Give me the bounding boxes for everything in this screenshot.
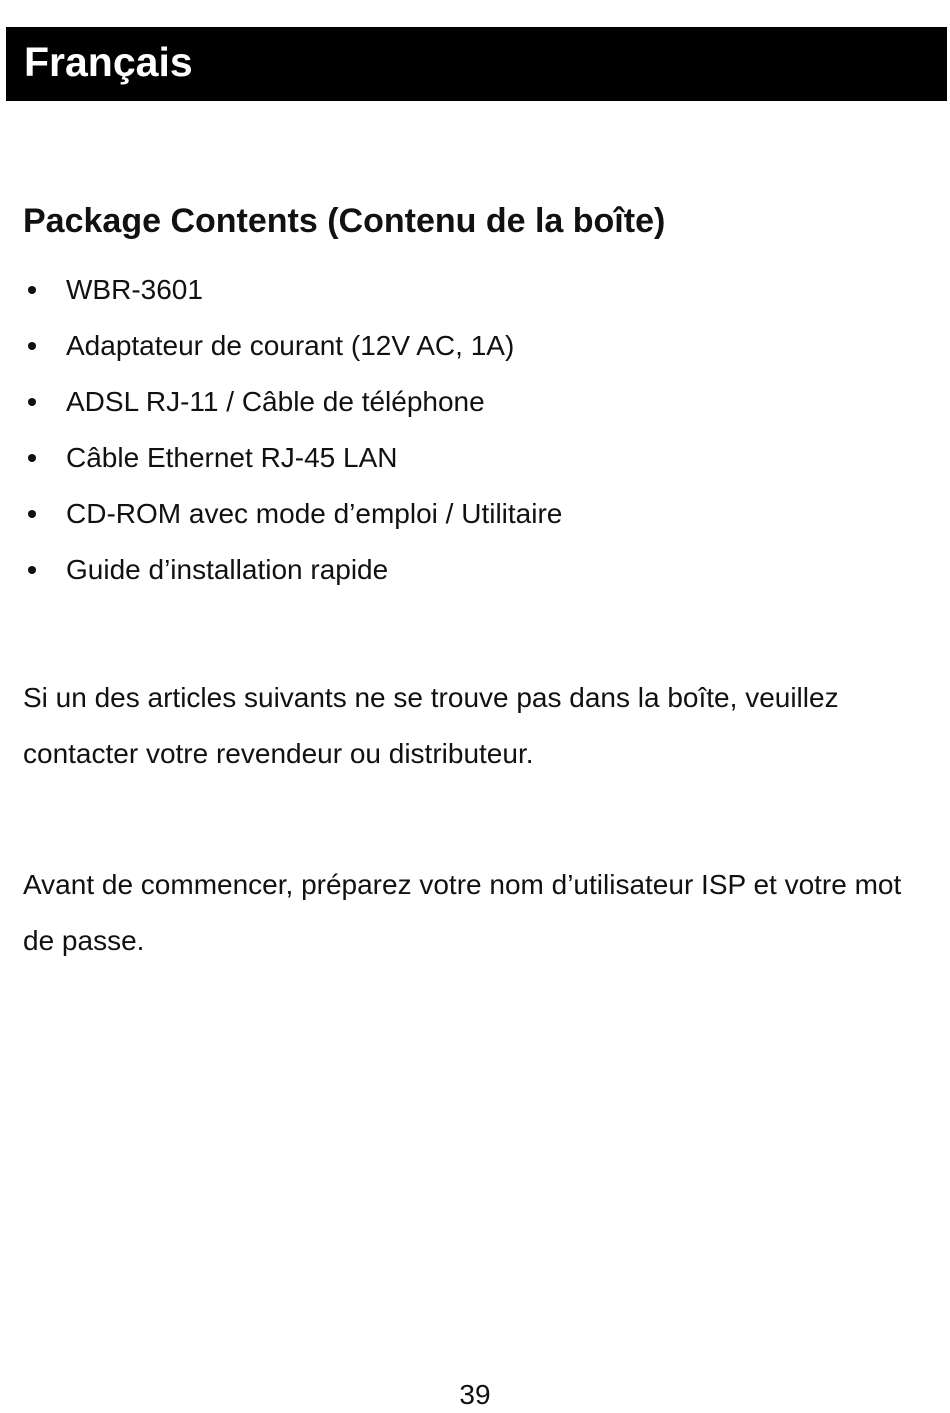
bullet-icon — [28, 566, 36, 574]
before-start-paragraph: Avant de commencer, préparez votre nom d’utilisateur ISP et votre mot de passe. — [23, 869, 902, 956]
bullet-icon — [28, 286, 36, 294]
list-item — [0, 542, 562, 598]
list-item — [0, 262, 562, 318]
bullet-icon — [28, 342, 36, 350]
missing-items-paragraph: Si un des articles suivants ne se trouve pas dans la boîte, veuillez contacter votre revendeur ou distributeur. — [23, 682, 839, 769]
list-item-label: Guide d’installation rapide — [66, 554, 389, 585]
page-number: 39 — [459, 1379, 491, 1410]
list-item — [0, 430, 562, 486]
package-contents-list — [0, 262, 562, 598]
bullet-icon — [28, 454, 36, 462]
section-heading: Package Contents (Contenu de la boîte) — [23, 202, 666, 240]
list-item — [0, 318, 562, 374]
language-title: Français — [24, 39, 193, 85]
list-item — [0, 374, 562, 430]
list-item-label: CD-ROM avec mode d’emploi / Utilitaire — [66, 498, 563, 529]
bullet-icon — [28, 398, 36, 406]
list-item-label: Câble Ethernet RJ-45 LAN — [66, 442, 398, 473]
list-item-label: Adaptateur de courant (12V AC, 1A) — [66, 330, 515, 361]
list-item — [0, 486, 562, 542]
list-item-label: ADSL RJ-11 / Câble de téléphone — [66, 386, 485, 417]
list-item-label: WBR-3601 — [66, 274, 203, 305]
language-banner — [6, 27, 947, 101]
bullet-icon — [28, 510, 36, 518]
